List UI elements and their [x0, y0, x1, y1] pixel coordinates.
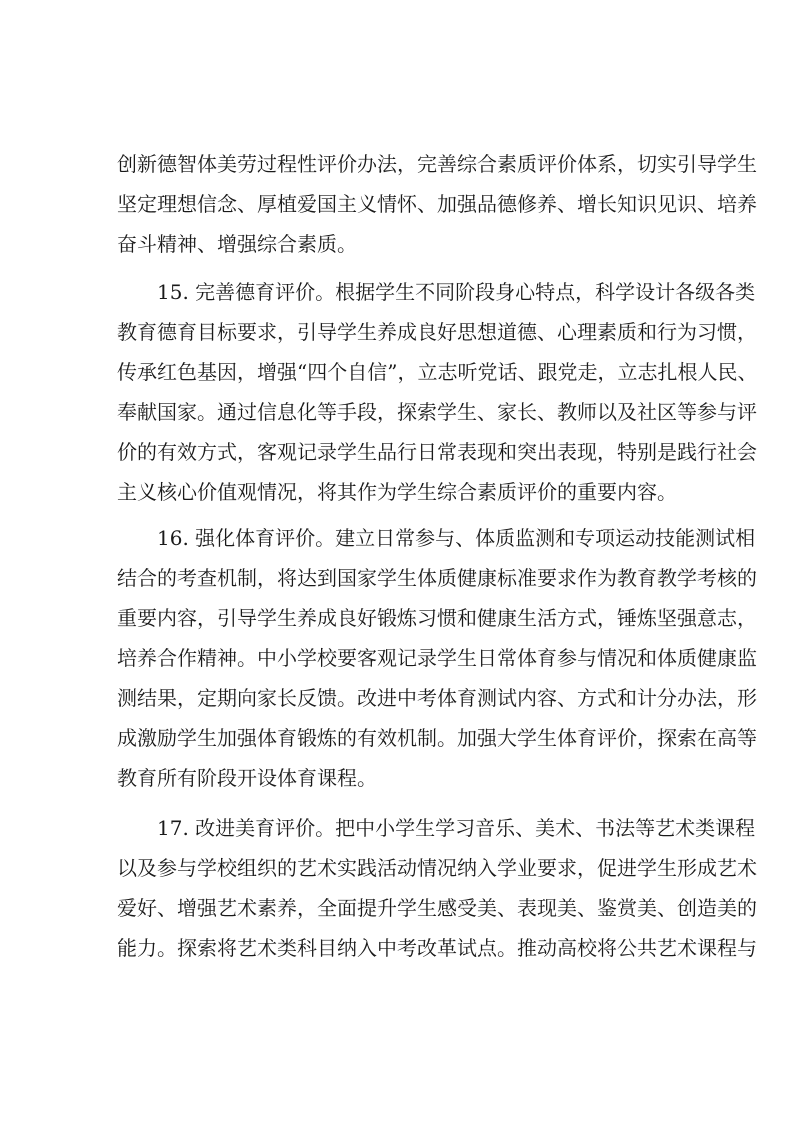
text-line: 爱好、增强艺术素养，全面提升学生感受美、表现美、鉴赏美、创造美的 — [117, 896, 757, 920]
text-line: 教育所有阶段开设体育课程。 — [117, 766, 377, 790]
text-line: 测结果，定期向家长反馈。改进中考体育测试内容、方式和计分办法，形 — [117, 686, 757, 710]
text-line: 创新德智体美劳过程性评价办法，完善综合素质评价体系，切实引导学生 — [117, 152, 757, 176]
text-line: 坚定理想信念、厚植爱国主义情怀、加强品德修养、增长知识见识、培养 — [117, 192, 757, 216]
text-line: 教育德育目标要求，引导学生养成良好思想道德、心理素质和行为习惯， — [117, 320, 757, 344]
text-line: 奉献国家。通过信息化等手段，探索学生、家长、教师以及社区等参与评 — [117, 400, 757, 424]
text-line: 重要内容，引导学生养成良好锻炼习惯和健康生活方式，锤炼坚强意志， — [117, 606, 757, 630]
text-line: 价的有效方式，客观记录学生品行日常表现和突出表现，特别是践行社会 — [117, 440, 757, 464]
text-line: 以及参与学校组织的艺术实践活动情况纳入学业要求，促进学生形成艺术 — [117, 856, 757, 880]
paragraph-heading-line: 17. 改进美育评价。把中小学生学习音乐、美术、书法等艺术类课程 — [157, 816, 756, 840]
text-line: 成激励学生加强体育锻炼的有效机制。加强大学生体育评价，探索在高等 — [117, 726, 757, 750]
text-line: 培养合作精神。中小学校要客观记录学生日常体育参与情况和体质健康监 — [117, 646, 757, 670]
paragraph-heading-line: 16. 强化体育评价。建立日常参与、体质监测和专项运动技能测试相 — [157, 526, 756, 550]
text-line: 主义核心价值观情况，将其作为学生综合素质评价的重要内容。 — [117, 480, 677, 504]
text-line: 结合的考查机制，将达到国家学生体质健康标准要求作为教育教学考核的 — [117, 566, 757, 590]
text-line: 奋斗精神、增强综合素质。 — [117, 232, 357, 256]
text-line: 传承红色基因，增强“四个自信”，立志听党话、跟党走，立志扎根人民、 — [117, 360, 758, 384]
text-line: 能力。探索将艺术类科目纳入中考改革试点。推动高校将公共艺术课程与 — [117, 936, 757, 960]
paragraph-heading-line: 15. 完善德育评价。根据学生不同阶段身心特点，科学设计各级各类 — [157, 280, 756, 304]
